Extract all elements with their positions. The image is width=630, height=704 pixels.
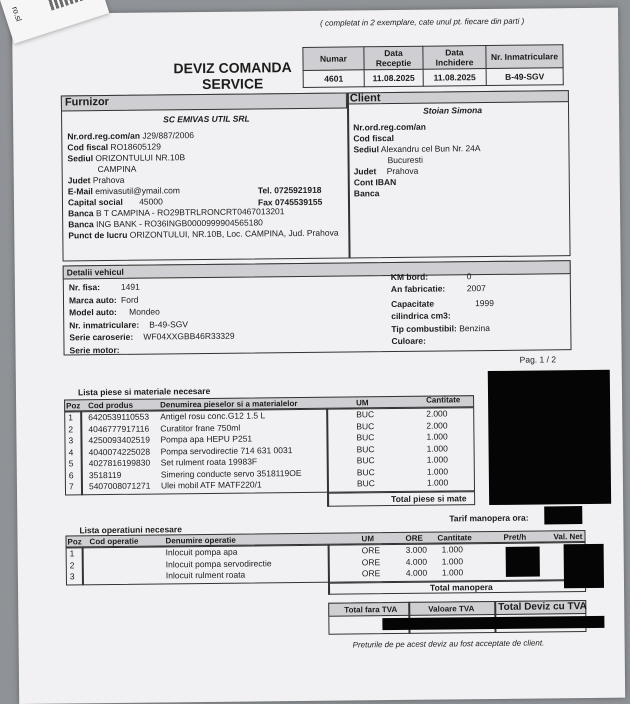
total-vat-label: Valoare TVA <box>428 604 475 614</box>
table-cell: Antigel rosu conc.G12 1.5 L <box>160 410 266 422</box>
table-cell: Simering conducte servo 3518119OE <box>160 467 302 479</box>
table-cell: 2 <box>69 559 75 570</box>
supplier-details: Nr.ord.reg.com/an J29/887/2006 Cod fiscal RO18605129 Sediul ORIZONTULUI NR.10B CAMPINA Judet Prahova E-Mail emivasutil@ymail.com Capital social 45000 Banca B T CAMPINA - RO29BTRLRONCRT0467013201 Banca ING BANK - RO36INGB0000999904565180 Punct de lucru ORIZONTULUI, NR.10B, Loc. CAMPINA, Jud. Prahova <box>67 130 339 241</box>
table-cell: 3518119 <box>88 469 122 480</box>
qr-code-icon <box>45 0 90 11</box>
table-cell: Inlocuit pompa apa <box>165 546 238 558</box>
redaction-block <box>488 370 611 505</box>
table-cell: Set rulment roata 19983F <box>160 456 258 468</box>
parts-rows <box>64 408 475 493</box>
table-cell: 3.000 <box>405 544 427 555</box>
document-page: ( completat in 2 exemplare, cate unul pt. fiecare din parti ) DEVIZ COMANDA SERVICE Numar Data Receptie Data Inchidere Nr. Inmatriculare 4601 11.08.2025 11.08.2025 B-49-SGV Furnizor Client SC EMIVAS UTIL SRL Nr.ord.reg.com/an J29/887/2006 Cod fiscal RO18605129 Sediul ORIZONTULUI NR.10B CAMPINA Judet Prahova E-Mail emivasutil@ymail.com Capital social 45000 Banca B T CAMPINA - RO29BTRLRONCRT0467013201 Banca ING BANK - RO36INGB0000999904565180 Punct de lucru ORIZONTULUI, NR.10B, Loc. CAMPINA, Jud. Prahova Tel. 0725921918 Fax 0745539155 Stoian Simona Nr.ord.reg.com/an Cod fiscal Sediul Alexandru cel Bun Nr. 24A Bucuresti Judet Prahova Cont IBAN Banca Detalii vehicul Nr. fisa: 1491 Marca auto: Ford Model auto: Mondeo Nr. inmatriculare: B-49-SGV Serie caroserie: WF04XXGBB46R33329 Serie motor: KM bord: 0 An fabricatie: 2007 Capacitate 1999 cilindrica cm3: Tip combustibil: Benzina Culoare: Pag. 1 / 2 Lista piese si materiale necesare Poz Cod produs Denumirea pieselor si a materialelor UM Cantitate 1 6420539110553 Antigel rosu conc.G12 1.5 L BUC 2.000 2 4046777917116 Curatitor frane 750ml BUC 2.000 3 4250093402519 Pompa apa HEPU P251 BUC 1.000 4 4040074225028 Pompa servodirectie 714 631 0031 BUC 1.000 5 4027816199830 Set rulment roata 19983F BUC 1.000 6 3518119 Simering conducte servo 3518119OE BUC 1.000 7 5407008071271 Ulei mobil ATF MATF220/1 BUC 1.000 Total piese si mate Tarif manopera ora: Lista operatiuni necesare Poz Cod operatie Denumire operatie UM ORE Cantitate Pret/h Val. Net 1 Inlocuit pompa apa ORE 3.000 1.000 2 Inlocuit pompa servodirectie ORE 4.000 1.000 3 Inlocuit rulment roata ORE 4.000 1.000 Total manopera Total fara TVA Valoare TVA Total Deviz cu TVA Preturile de pe acest deviz au fost acceptate de client. <box>12 8 625 704</box>
page-number: Pag. 1 / 2 <box>519 354 557 365</box>
table-cell: 2.000 <box>426 419 448 431</box>
client-details: Nr.ord.reg.com/an Cod fiscal Sediul Alexandru cel Bun Nr. 24A Bucuresti Judet Prahova Cont IBAN Banca <box>353 121 481 199</box>
table-cell: 4 <box>68 446 74 457</box>
total-net-label: Total fara TVA <box>344 604 398 615</box>
client-name: Stoian Simona <box>422 105 483 116</box>
total-gross-label: Total Deviz cu TVA <box>498 601 587 613</box>
table-cell: BUC <box>356 420 375 431</box>
table-cell: 3 <box>68 435 74 446</box>
table-cell: 4040074225028 <box>88 446 151 457</box>
labour-total-label: Total manopera <box>429 581 493 593</box>
labour-rate-label: Tarif manopera ora: <box>449 512 529 524</box>
table-cell: 3 <box>69 571 75 582</box>
redaction-block <box>564 544 604 588</box>
vehicle-heading: Detalii vehicul <box>66 266 124 278</box>
client-heading: Client <box>349 92 381 105</box>
table-cell: 2 <box>68 423 74 434</box>
table-cell: 1.000 <box>441 555 464 567</box>
table-cell: Curatitor frane 750ml <box>160 422 241 433</box>
table-cell: ORE <box>361 568 381 579</box>
table-cell: 1.000 <box>426 431 448 442</box>
table-cell: 4027816199830 <box>88 457 151 469</box>
table-cell: 1.000 <box>441 567 464 578</box>
table-cell: 4.000 <box>405 567 428 578</box>
vehicle-details-right: KM bord: 0 An fabricatie: 2007 Capacitate 1999 cilindrica cm3: Tip combustibil: Benzina Culoare: <box>390 271 495 346</box>
table-cell: 7 <box>68 481 74 492</box>
table-cell: Pompa apa HEPU P251 <box>160 433 253 445</box>
table-cell: 1 <box>68 412 74 423</box>
table-cell: 4046777917116 <box>88 423 150 434</box>
redaction-block <box>544 506 582 524</box>
table-cell: BUC <box>356 432 375 443</box>
supplier-name: SC EMIVAS UTIL SRL <box>163 113 250 125</box>
supplier-fax: Fax 0745539155 <box>257 196 323 208</box>
table-cell: 1.000 <box>426 442 448 454</box>
table-cell: Ulei mobil ATF MATF220/1 <box>160 479 262 491</box>
redaction-block <box>506 547 540 577</box>
table-cell: 6420539110553 <box>88 411 150 423</box>
vehicle-details-left: Nr. fisa: 1491 Marca auto: Ford Model auto: Mondeo Nr. inmatriculare: B-49-SGV Serie caroserie: WF04XXGBB46R33329 Serie motor: <box>68 281 235 356</box>
footer-note: Preturile de pe acest deviz au fost acceptate de client. <box>352 638 545 650</box>
table-cell: 1.000 <box>441 544 463 555</box>
labour-title: Lista operatiuni necesare <box>79 524 182 536</box>
table-cell: ORE <box>361 556 381 567</box>
table-cell: 2.000 <box>426 408 448 419</box>
header-note: ( completat in 2 exemplare, cate unul pt. fiecare din parti ) <box>320 16 525 28</box>
qr-sticker: ro.sl <box>0 0 109 44</box>
table-cell: 4.000 <box>405 556 428 567</box>
table-cell: ORE <box>361 545 381 556</box>
table-cell: BUC <box>356 409 375 420</box>
table-cell: 5 <box>68 458 74 469</box>
table-cell: BUC <box>356 478 375 489</box>
parts-total-label: Total piese si mate <box>391 493 467 505</box>
table-cell: 5407008071271 <box>88 480 151 492</box>
table-cell: 1.000 <box>426 465 449 477</box>
document-title: DEVIZ COMANDA SERVICE <box>173 59 292 93</box>
table-cell: 6 <box>68 469 74 480</box>
table-cell: BUC <box>356 466 375 477</box>
table-cell: 1.000 <box>426 454 449 465</box>
table-cell: Pompa servodirectie 714 631 0031 <box>160 444 293 456</box>
table-cell: Inlocuit pompa servodirectie <box>165 557 272 569</box>
parts-title: Lista piese si materiale necesare <box>77 385 211 398</box>
header-meta-table: Numar Data Receptie Data Inchidere Nr. Inmatriculare 4601 11.08.2025 11.08.2025 B-49-SGV <box>302 44 563 88</box>
table-cell: 1.000 <box>426 477 449 488</box>
table-cell: 4250093402519 <box>88 434 150 446</box>
table-cell: 1 <box>69 548 75 559</box>
supplier-heading: Furnizor <box>64 95 109 109</box>
supplier-phone: Tel. 0725921918 <box>257 184 322 196</box>
redaction-block <box>382 616 604 630</box>
table-cell: BUC <box>356 455 375 466</box>
table-cell: BUC <box>356 443 375 454</box>
table-cell: Inlocuit rulment roata <box>165 569 246 581</box>
